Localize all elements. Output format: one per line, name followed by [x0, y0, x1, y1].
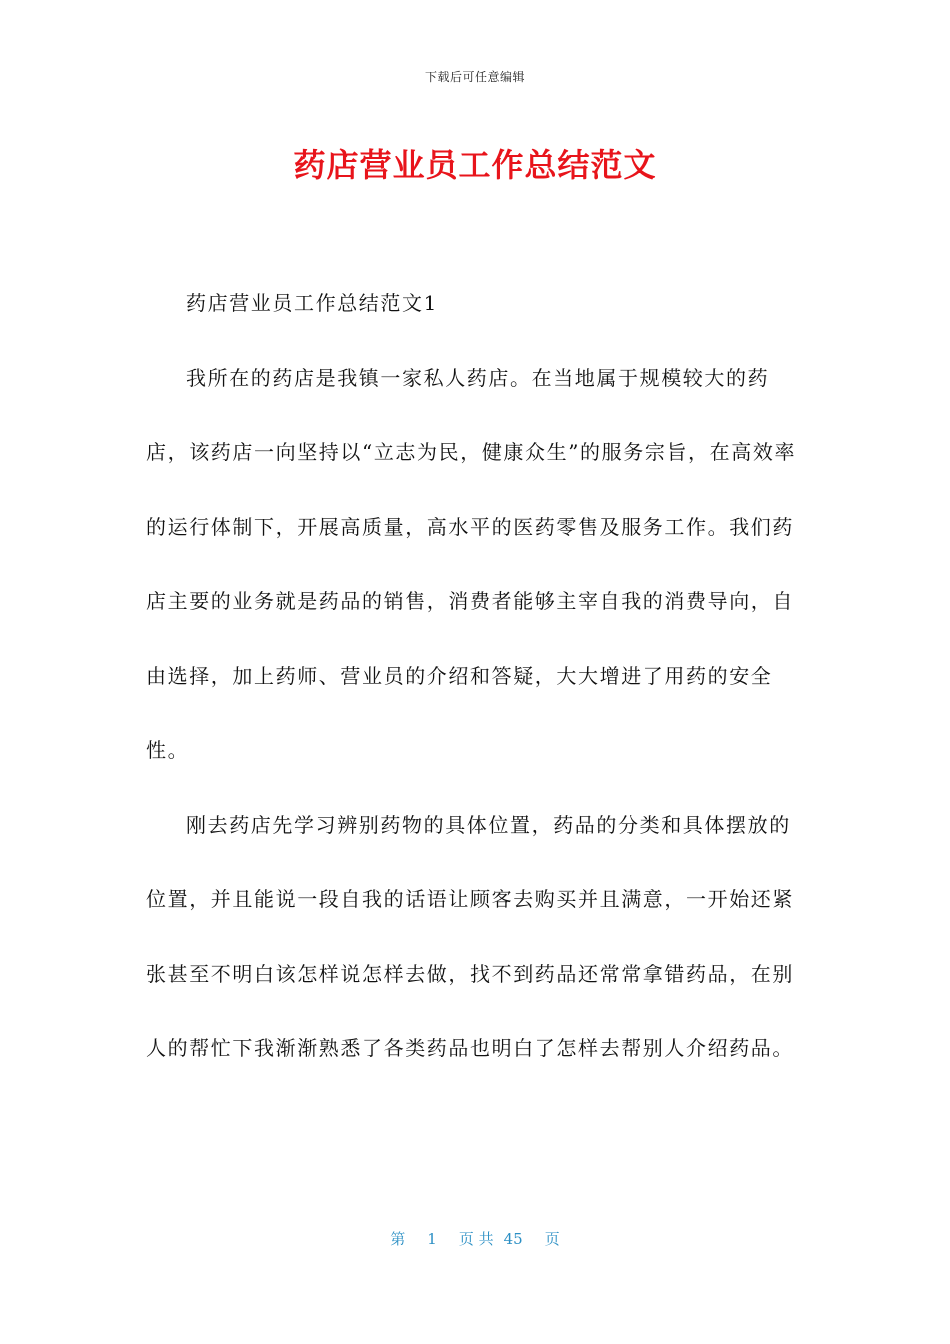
header-note: 下载后可任意编辑: [424, 70, 525, 84]
footer-current-page: 1: [427, 1230, 437, 1248]
page-footer: [0, 1228, 950, 1249]
section-heading: 药店营业员工作总结范文1: [186, 291, 438, 315]
footer-total-pages: 45: [503, 1230, 523, 1248]
footer-page-suffix: 页: [544, 1230, 560, 1248]
footer-page-mid: 页 共: [458, 1230, 494, 1248]
paragraph: 刚去药店先学习辨别药物的具体位置，药品的分类和具体摆放的位置，并且能说一段自我的话语让顾客去购买并且满意，一开始还紧张甚至不明白该怎样说怎样去做，找不到药品还常常拿错药品，在别人的帮忙下我渐渐熟悉了各类药品也明白了怎样去帮别人介绍药品。: [146, 812, 794, 1060]
footer-page-prefix: 第: [390, 1230, 406, 1248]
document-body: [146, 266, 806, 1086]
document-title: 药店营业员工作总结范文: [293, 146, 657, 184]
paragraph: 我所在的药店是我镇一家私人药店。在当地属于规模较大的药店，该药店一向坚持以“立志为民，健康众生”的服务宗旨，在高效率的运行体制下，开展高质量，高水平的医药零售及服务工作。我们药店主要的业务就是药品的销售，消费者能够主宰自我的消费导向，自由选择，加上药师、营业员的介绍和答疑，大大增进了用药的安全性。: [146, 365, 797, 762]
